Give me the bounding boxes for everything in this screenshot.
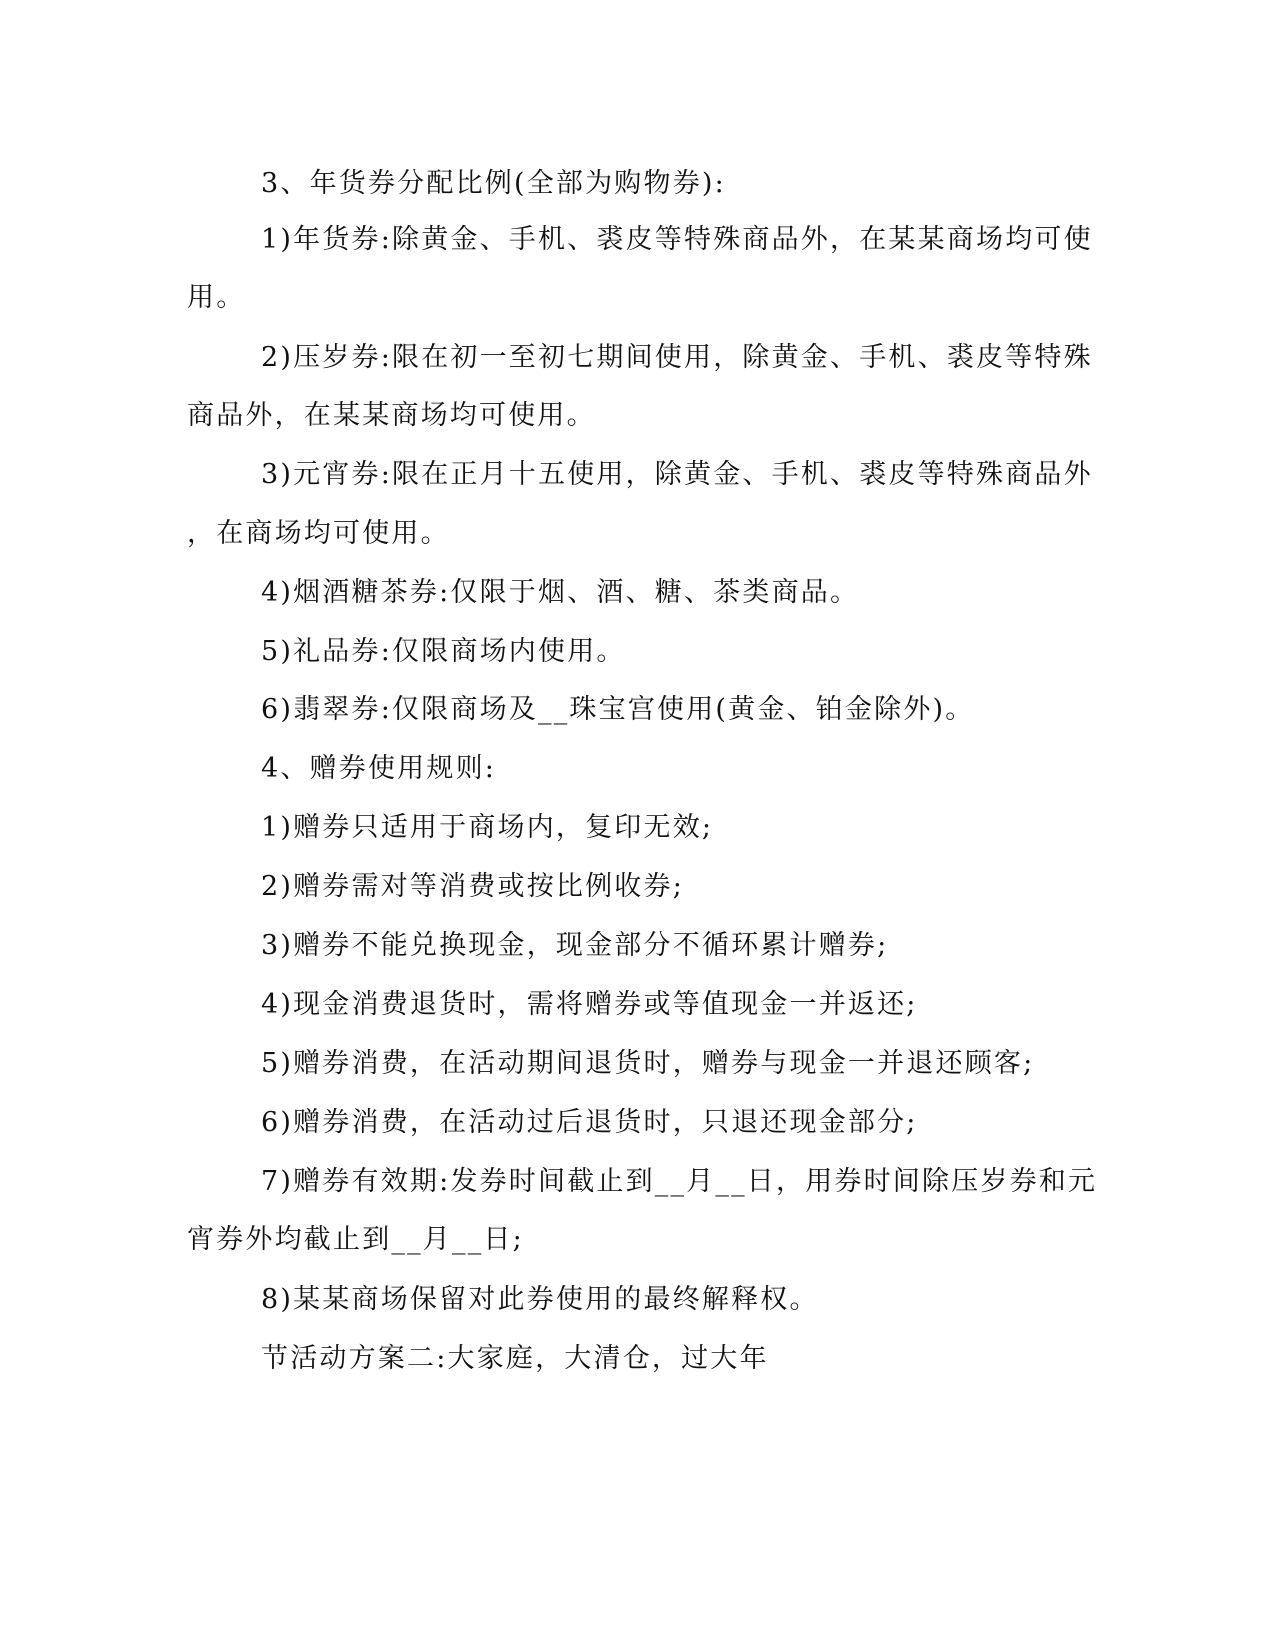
- section-heading-plan-two: 节活动方案二:大家庭，大清仓，过大年: [261, 1343, 769, 1374]
- paragraph-line: 用。: [187, 282, 246, 313]
- paragraph-line: 6)赠券消费，在活动过后退货时，只退还现金部分;: [261, 1107, 918, 1138]
- paragraph-line: 3)赠券不能兑换现金，现金部分不循环累计赠券;: [261, 930, 889, 961]
- paragraph-line: 宵券外均截止到__月__日;: [187, 1224, 524, 1255]
- paragraph-line: 7)赠券有效期:发券时间截止到__月__日，用券时间除压岁券和元: [261, 1166, 1098, 1197]
- paragraph-line: 4)现金消费退货时，需将赠券或等值现金一并返还;: [261, 989, 918, 1020]
- paragraph-line: 5)礼品券:仅限商场内使用。: [261, 636, 626, 667]
- paragraph-line: 6)翡翠券:仅限商场及__珠宝宫使用(黄金、铂金除外)。: [261, 694, 975, 725]
- section-heading-coupon-ratio: 3、年货券分配比例(全部为购物券):: [261, 168, 726, 199]
- paragraph-line: 1)年货券:除黄金、手机、裘皮等特殊商品外，在某某商场均可使: [261, 224, 1093, 255]
- paragraph-line: 2)压岁券:限在初一至初七期间使用，除黄金、手机、裘皮等特殊: [261, 342, 1093, 373]
- paragraph-line: 4)烟酒糖茶券:仅限于烟、酒、糖、茶类商品。: [261, 577, 860, 608]
- paragraph-line: 8)某某商场保留对此券使用的最终解释权。: [261, 1284, 819, 1315]
- paragraph-line: ，在商场均可使用。: [187, 518, 450, 549]
- paragraph-line: 5)赠券消费，在活动期间退货时，赠券与现金一并退还顾客;: [261, 1048, 1035, 1079]
- paragraph-line: 3)元宵券:限在正月十五使用，除黄金、手机、裘皮等特殊商品外: [261, 459, 1093, 490]
- paragraph-line: 商品外，在某某商场均可使用。: [187, 400, 596, 431]
- section-heading-usage-rules: 4、赠券使用规则:: [261, 753, 497, 784]
- paragraph-line: 2)赠券需对等消费或按比例收券;: [261, 871, 685, 902]
- paragraph-line: 1)赠券只适用于商场内，复印无效;: [261, 812, 714, 843]
